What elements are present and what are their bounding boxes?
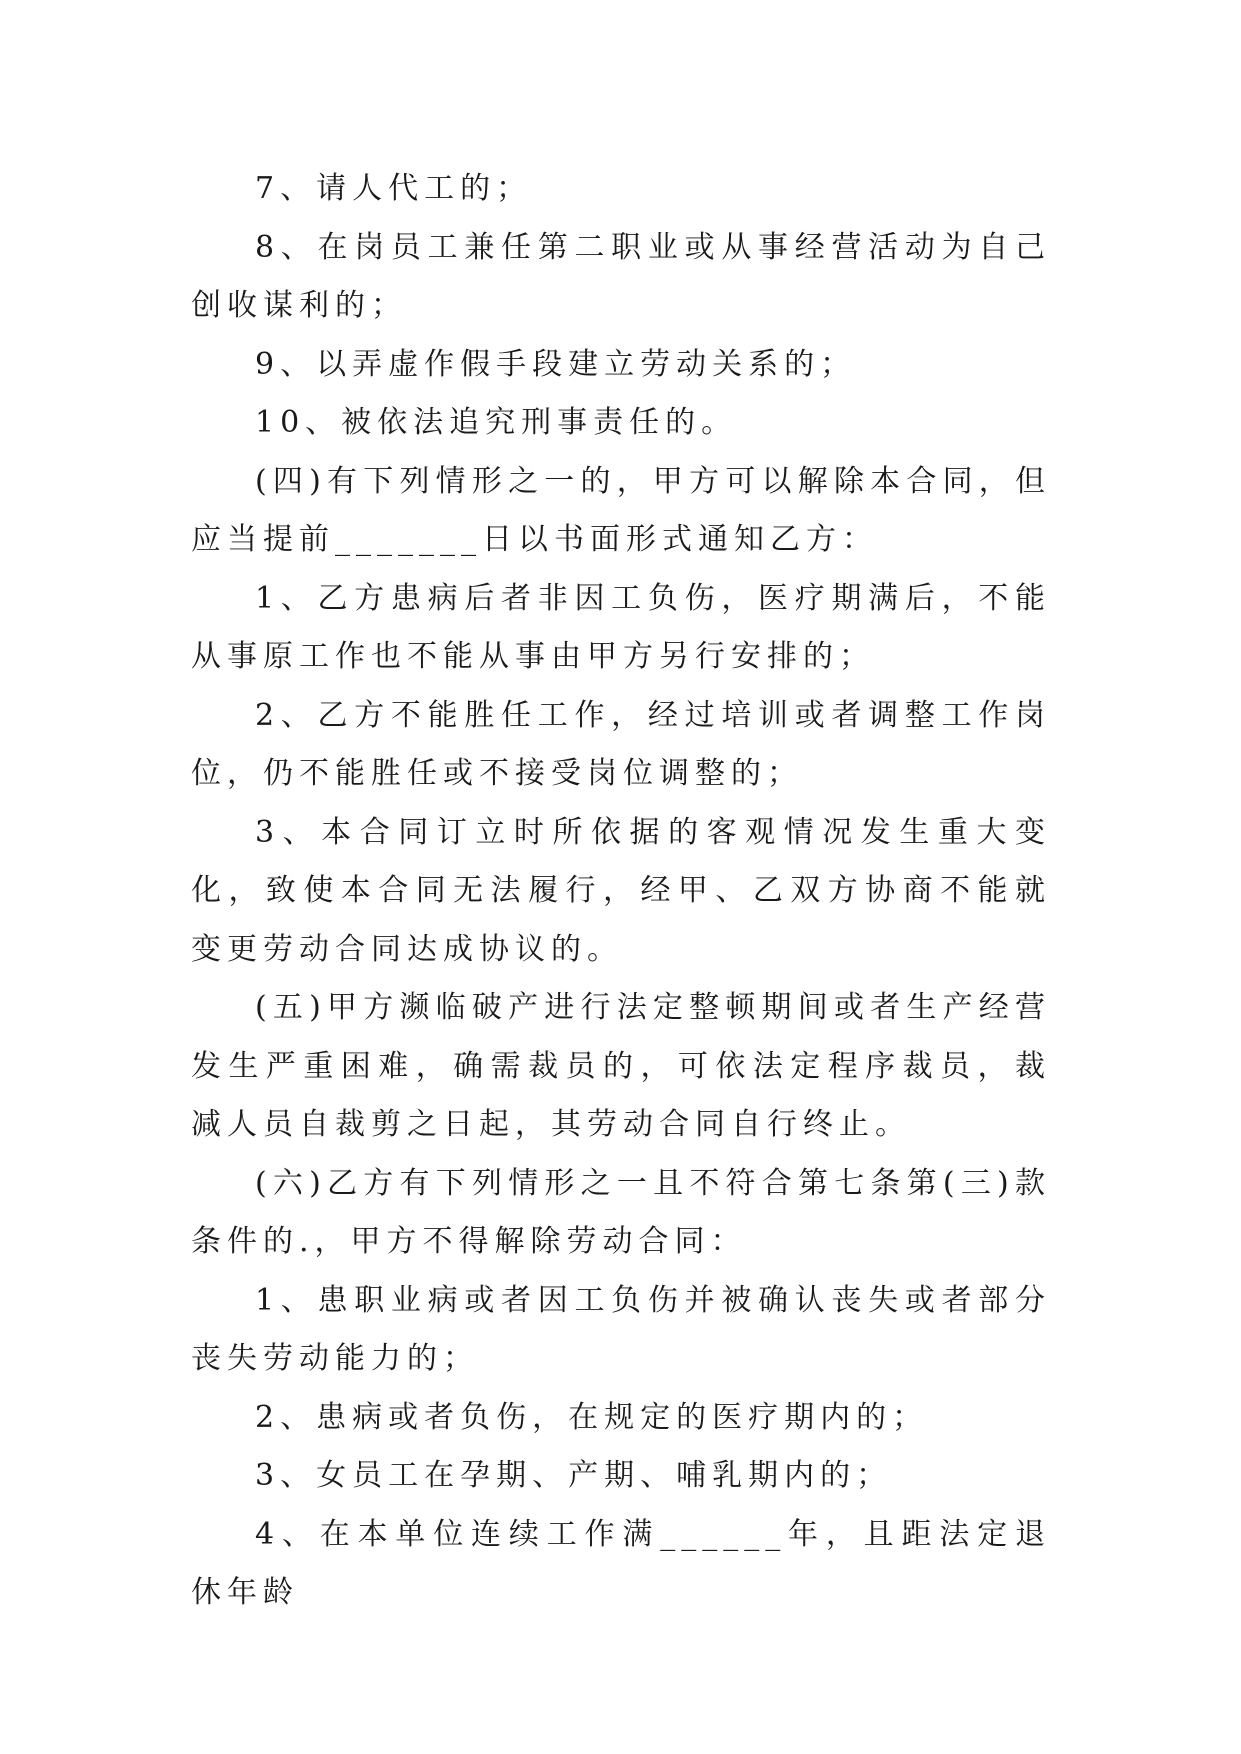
paragraph-section-6-item-4: 4、在本单位连续工作满______年，且距法定退休年龄 [191,1516,1051,1610]
paragraph-item-10: 10、被依法追究刑事责任的。 [255,405,738,440]
paragraph-item-8: 8、在岗员工兼任第二职业或从事经营活动为自己创收谋利的； [191,229,1051,323]
paragraph-section-6: (六)乙方有下列情形之一且不符合第七条第(三)款条件的.，甲方不得解除劳动合同： [191,1165,1051,1259]
document-body [191,160,1051,1623]
paragraph-item-7: 7、请人代工的； [255,171,533,206]
paragraph-section-4-item-3: 3、本合同订立时所依据的客观情况发生重大变化，致使本合同无法履行，经甲、乙双方协商不能就变更劳动合同达成协议的。 [191,814,1051,967]
paragraph-section-5: (五)甲方濒临破产进行法定整顿期间或者生产经营发生严重困难，确需裁员的，可依法定程序裁员，裁减人员自裁剪之日起，其劳动合同自行终止。 [191,990,1051,1142]
paragraph-section-6-item-3: 3、女员工在孕期、产期、哺乳期内的； [255,1458,893,1493]
paragraph-item-9: 9、以弄虚作假手段建立劳动关系的； [255,346,857,382]
paragraph-section-4: (四)有下列情形之一的，甲方可以解除本合同，但应当提前_______日以书面形式通知乙方： [191,463,1051,557]
paragraph-section-4-item-2: 2、乙方不能胜任工作，经过培训或者调整工作岗位，仍不能胜任或不接受岗位调整的； [191,697,1051,791]
paragraph-section-6-item-1: 1、患职业病或者因工负伤并被确认丧失或者部分丧失劳动能力的； [191,1282,1051,1376]
paragraph-section-4-item-1: 1、乙方患病后者非因工负伤，医疗期满后，不能从事原工作也不能从事由甲方另行安排的； [191,580,1051,674]
paragraph-section-6-item-2: 2、患病或者负伤，在规定的医疗期内的； [255,1399,929,1435]
